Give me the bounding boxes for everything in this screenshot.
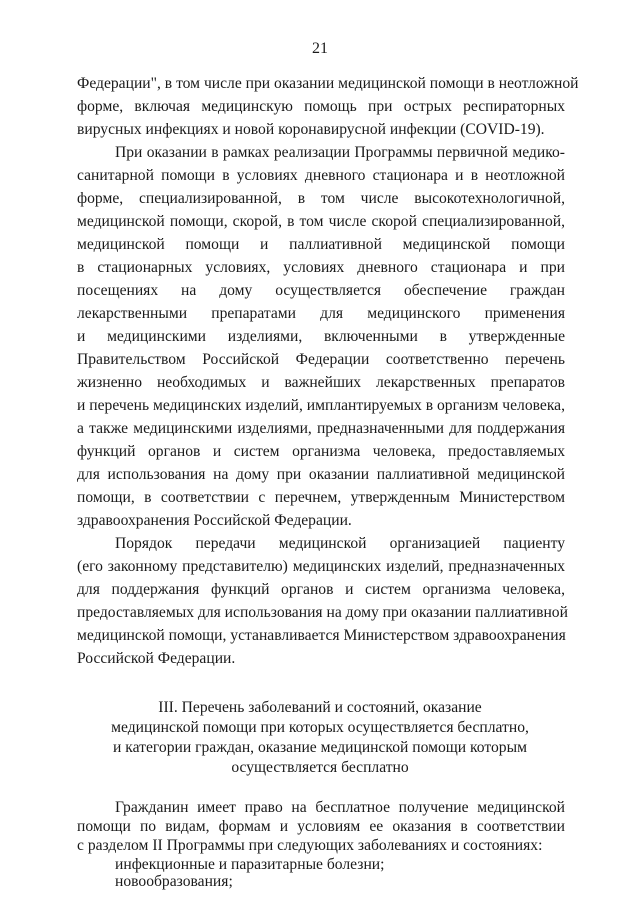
- text-line: медицинской помощи, устанавливается Министерством здравоохранения: [77, 627, 566, 644]
- text-line: форме, включая медицинскую помощь при острых респираторных: [77, 98, 565, 115]
- text-line: Федерации", в том числе при оказании медицинской помощи в неотложной: [77, 75, 579, 92]
- section-heading-line: осуществляется бесплатно: [231, 759, 409, 776]
- text-line: медицинской помощи, скорой, в том числе скорой специализированной,: [77, 213, 565, 230]
- section-heading-line: III. Перечень заболеваний и состояний, оказание: [158, 699, 482, 716]
- text-line: При оказании в рамках реализации Программы первичной медико-: [115, 144, 565, 161]
- text-line: Гражданин имеет право на бесплатное получение медицинской: [115, 799, 565, 816]
- list-item: инфекционные и паразитарные болезни;: [115, 856, 385, 873]
- text-line: вирусных инфекциях и новой коронавирусной инфекции (COVID-19).: [77, 121, 545, 138]
- section-heading-line: и категории граждан, оказание медицинской помощи которым: [113, 739, 527, 756]
- text-line: Российской Федерации.: [77, 650, 236, 667]
- text-line: форме, специализированной, в том числе высокотехнологичной,: [77, 190, 565, 207]
- text-line: с разделом II Программы при следующих заболеваниях и состояниях:: [77, 837, 543, 854]
- text-line: для поддержания функций органов и систем организма человека,: [77, 581, 565, 598]
- text-line: Порядок передачи медицинской организацией пациенту: [115, 535, 565, 552]
- list-item: новообразования;: [115, 873, 233, 890]
- text-line: и медицинскими изделиями, включенными в утвержденные: [77, 328, 565, 345]
- text-line: предоставляемых для использования на дому при оказании паллиативной: [77, 604, 568, 621]
- text-line: Правительством Российской Федерации соответственно перечень: [77, 351, 565, 368]
- page-number: 21: [312, 40, 328, 57]
- text-line: в стационарных условиях, условиях дневного стационара и при: [77, 259, 565, 276]
- text-line: помощи, в соответствии с перечнем, утвержденным Министерством: [77, 489, 565, 506]
- text-line: а также медицинскими изделиями, предназначенными для поддержания: [77, 420, 565, 437]
- text-line: функций органов и систем организма человека, предоставляемых: [77, 443, 565, 460]
- text-line: санитарной помощи в условиях дневного стационара и в неотложной: [77, 167, 565, 184]
- text-line: помощи по видам, формам и условиям ее оказания в соответствии: [77, 818, 565, 835]
- section-heading-line: медицинской помощи при которых осуществляется бесплатно,: [111, 719, 529, 736]
- text-line: и перечень медицинских изделий, имплантируемых в организм человека,: [77, 397, 565, 414]
- text-line: жизненно необходимых и важнейших лекарственных препаратов: [77, 374, 565, 391]
- text-line: (его законному представителю) медицинских изделий, предназначенных: [77, 558, 565, 575]
- text-line: посещениях на дому осуществляется обеспечение граждан: [77, 282, 565, 299]
- text-line: здравоохранения Российской Федерации.: [77, 512, 352, 529]
- text-line: медицинской помощи и паллиативной медицинской помощи: [77, 236, 565, 253]
- text-line: для использования на дому при оказании паллиативной медицинской: [77, 466, 565, 483]
- text-line: лекарственными препаратами для медицинского применения: [77, 305, 565, 322]
